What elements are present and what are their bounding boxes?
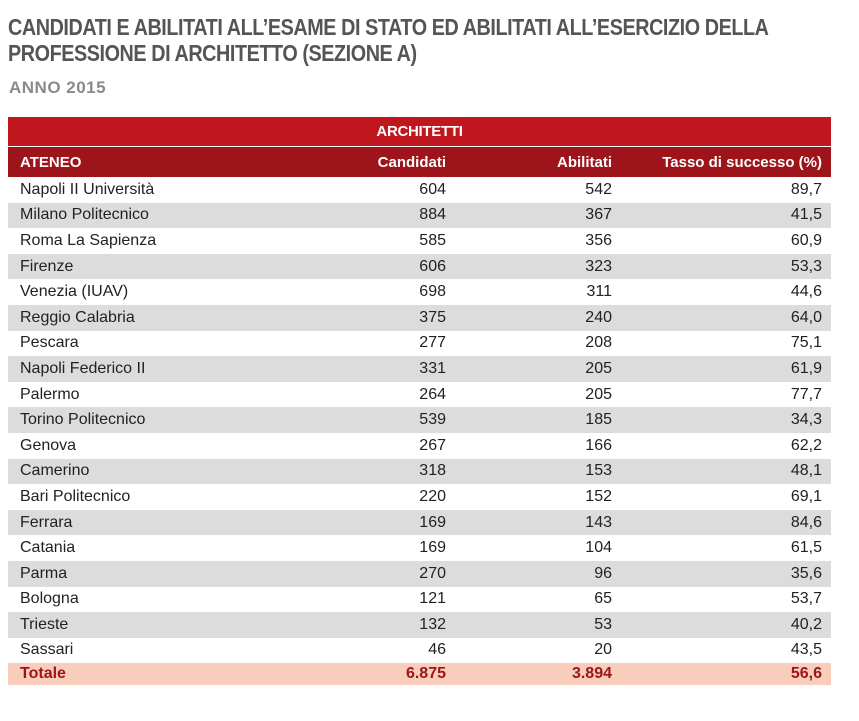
- cell-abilitati: 143: [585, 513, 612, 531]
- table-body: [8, 177, 831, 663]
- table-row: [8, 587, 831, 613]
- table-row: [8, 407, 831, 433]
- cell-tasso: 64,0: [790, 308, 822, 326]
- cell-candidati: 121: [419, 590, 446, 608]
- cell-tasso: 43,5: [790, 641, 822, 659]
- cell-abilitati: 205: [585, 385, 612, 403]
- cell-candidati: 604: [419, 180, 446, 198]
- cell-tasso: 40,2: [790, 615, 822, 633]
- cell-ateneo: Genova: [20, 436, 77, 454]
- cell-ateneo: Parma: [20, 564, 68, 582]
- cell-candidati: 585: [419, 231, 446, 249]
- cell-ateneo: Trieste: [20, 615, 69, 633]
- cell-ateneo: Catania: [20, 539, 76, 557]
- total-tasso: 56,6: [790, 665, 822, 683]
- table-row: [8, 561, 831, 587]
- cell-tasso: 60,9: [790, 231, 822, 249]
- cell-tasso: 61,9: [790, 359, 822, 377]
- cell-ateneo: Pescara: [20, 334, 79, 352]
- cell-candidati: 132: [419, 615, 446, 633]
- cell-ateneo: Bari Politecnico: [20, 487, 131, 505]
- cell-abilitati: 205: [585, 359, 612, 377]
- cell-candidati: 331: [419, 359, 446, 377]
- cell-tasso: 35,6: [790, 564, 822, 582]
- cell-ateneo: Bologna: [20, 590, 79, 608]
- cell-abilitati: 311: [586, 283, 612, 301]
- table-row: [8, 382, 831, 408]
- subtitle-year: ANNO 2015: [9, 78, 107, 97]
- table-band-architetti: ARCHITETTI: [8, 117, 831, 147]
- cell-abilitati: 367: [585, 206, 612, 224]
- cell-candidati: 270: [419, 564, 446, 582]
- cell-tasso: 44,6: [790, 283, 822, 301]
- cell-abilitati: 185: [585, 411, 612, 429]
- table-row: [8, 638, 831, 664]
- cell-tasso: 77,7: [790, 385, 822, 403]
- cell-abilitati: 153: [585, 462, 612, 480]
- table-row: [8, 510, 831, 536]
- cell-tasso: 69,1: [790, 487, 822, 505]
- cell-tasso: 61,5: [790, 539, 822, 557]
- cell-ateneo: Palermo: [20, 385, 80, 403]
- table-row: [8, 612, 831, 638]
- cell-ateneo: Ferrara: [20, 513, 73, 531]
- cell-abilitati: 356: [585, 231, 612, 249]
- cell-tasso: 84,6: [790, 513, 822, 531]
- cell-tasso: 34,3: [790, 411, 822, 429]
- cell-candidati: 169: [419, 539, 446, 557]
- cell-abilitati: 104: [585, 539, 612, 557]
- cell-tasso: 53,7: [790, 590, 822, 608]
- cell-abilitati: 20: [594, 641, 612, 659]
- total-abilitati: 3.894: [571, 665, 612, 683]
- table-row: [8, 331, 831, 357]
- table-row: [8, 459, 831, 485]
- table-row: [8, 305, 831, 331]
- cell-candidati: 220: [419, 487, 446, 505]
- table-header-row: [8, 147, 831, 177]
- table-row: [8, 433, 831, 459]
- total-candidati: 6.875: [405, 665, 446, 683]
- cell-candidati: 884: [419, 206, 446, 224]
- cell-ateneo: Torino Politecnico: [20, 411, 146, 429]
- header-candidati: Candidati: [377, 153, 446, 171]
- cell-candidati: 375: [419, 308, 446, 326]
- cell-ateneo: Napoli Federico II: [20, 359, 146, 377]
- table-total-row: [8, 663, 831, 685]
- cell-abilitati: 166: [585, 436, 612, 454]
- cell-ateneo: Reggio Calabria: [20, 308, 135, 326]
- table-row: [8, 254, 831, 280]
- cell-ateneo: Milano Politecnico: [20, 206, 149, 224]
- table-row: [8, 203, 831, 229]
- cell-abilitati: 323: [585, 257, 612, 275]
- cell-abilitati: 53: [594, 615, 612, 633]
- cell-candidati: 267: [419, 436, 446, 454]
- header-abilitati: Abilitati: [557, 153, 612, 171]
- cell-candidati: 169: [419, 513, 446, 531]
- cell-candidati: 539: [419, 411, 446, 429]
- table-row: [8, 535, 831, 561]
- cell-tasso: 62,2: [790, 436, 822, 454]
- cell-ateneo: Venezia (IUAV): [20, 283, 129, 301]
- cell-abilitati: 240: [585, 308, 612, 326]
- table-row: [8, 279, 831, 305]
- cell-abilitati: 65: [594, 590, 612, 608]
- cell-ateneo: Firenze: [20, 257, 74, 275]
- title-line-1: CANDIDATI E ABILITATI ALL’ESAME DI STATO ED ABILITATI ALL’ESERCIZIO DELLA: [8, 14, 769, 40]
- cell-tasso: 89,7: [790, 180, 822, 198]
- cell-abilitati: 208: [585, 334, 612, 352]
- title-line-2: PROFESSIONE DI ARCHITETTO (SEZIONE A): [8, 40, 417, 66]
- cell-ateneo: Sassari: [20, 641, 74, 659]
- table-row: [8, 356, 831, 382]
- header-tasso: Tasso di successo (%): [662, 153, 822, 171]
- cell-candidati: 318: [419, 462, 446, 480]
- cell-tasso: 75,1: [790, 334, 822, 352]
- header-ateneo: ATENEO: [20, 153, 82, 171]
- cell-candidati: 277: [419, 334, 446, 352]
- table-row: [8, 228, 831, 254]
- cell-ateneo: Napoli II Università: [20, 180, 155, 198]
- cell-abilitati: 96: [594, 564, 612, 582]
- cell-candidati: 46: [428, 641, 446, 659]
- cell-tasso: 53,3: [790, 257, 822, 275]
- cell-candidati: 698: [419, 283, 446, 301]
- total-label: Totale: [20, 665, 66, 683]
- cell-ateneo: Camerino: [20, 462, 90, 480]
- cell-tasso: 48,1: [790, 462, 822, 480]
- cell-candidati: 606: [419, 257, 446, 275]
- table-row: [8, 177, 831, 203]
- cell-tasso: 41,5: [790, 206, 822, 224]
- cell-abilitati: 542: [585, 180, 612, 198]
- table-row: [8, 484, 831, 510]
- page-title: [8, 14, 769, 66]
- cell-abilitati: 152: [585, 487, 612, 505]
- data-table: [8, 117, 831, 685]
- cell-ateneo: Roma La Sapienza: [20, 231, 157, 249]
- cell-candidati: 264: [419, 385, 446, 403]
